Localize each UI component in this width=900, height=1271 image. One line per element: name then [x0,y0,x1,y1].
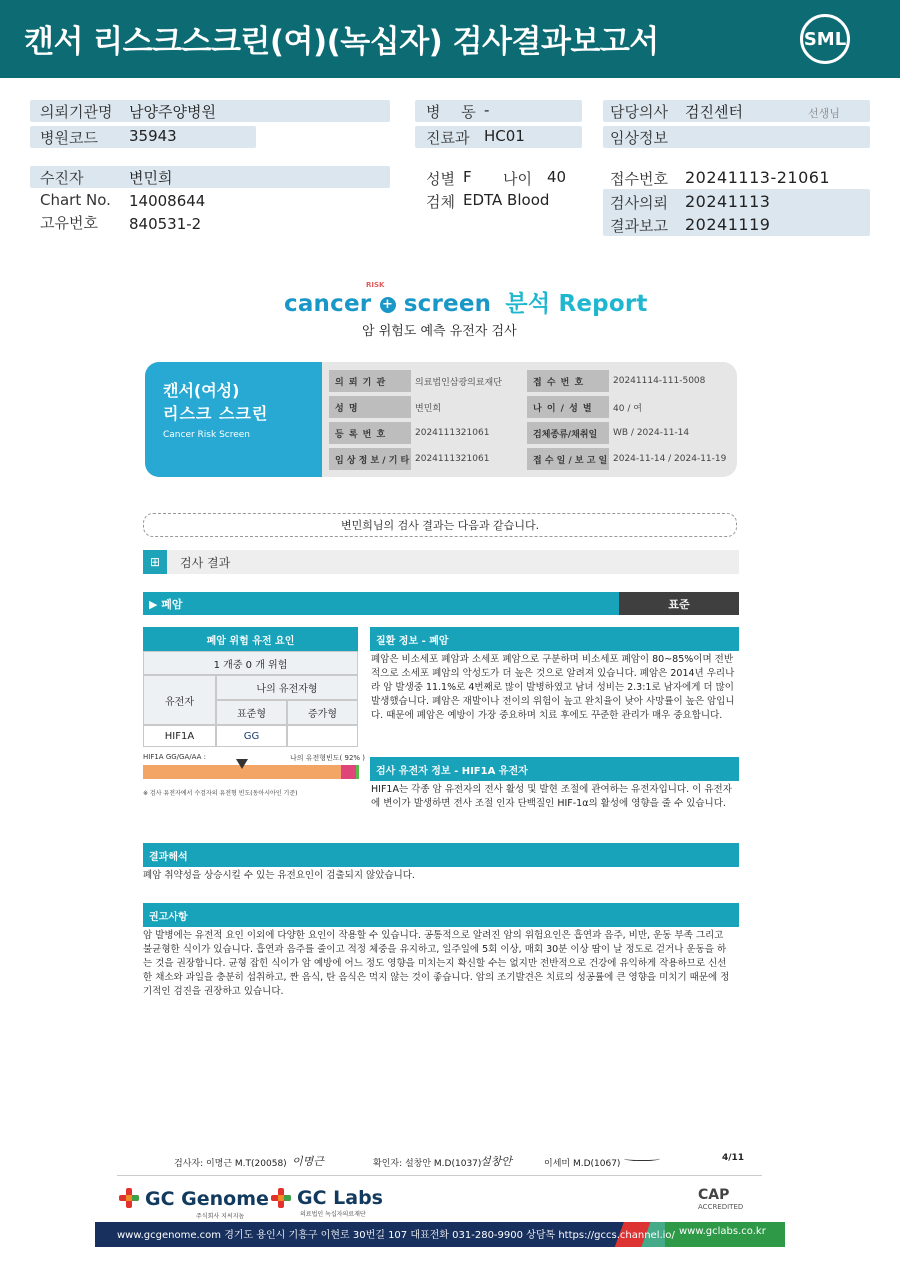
card-value: 의료법인삼광의료재단 [415,377,502,388]
card-value: 2024111321061 [415,428,490,438]
doctor-suffix: 선생님 [808,107,840,120]
logo-report: 분석 Report [505,291,648,317]
signature-divider [117,1175,762,1176]
card-key: 검체종류/채취일 [527,422,609,444]
recommendation-title: 권고사항 [143,903,739,927]
gene-table-summary: 1 개중 0 개 위험 [143,651,358,675]
gene-table-title: 폐암 위험 유전 요인 [143,627,358,651]
interpretation-title: 결과해석 [143,843,739,867]
logo-screen: screen [403,291,492,317]
gene-header: 유전자 [143,675,216,725]
page-number: 4/11 [722,1153,745,1163]
result-notice: 변민희님의 검사 결과는 다음과 같습니다. [143,513,737,537]
gc-genome-logo: GC Genome [145,1188,269,1210]
card-title-3: Cancer Risk Screen [163,430,251,440]
page-title: 캔서 리스크스크린(여)(녹십자) 검사결과보고서 [24,24,659,60]
card-value: 2024-11-14 / 2024-11-19 [613,454,727,464]
specimen-value: EDTA Blood [463,191,550,209]
chart-label: Chart No. [40,191,111,209]
report-subtitle: 암 위험도 예측 유전자 검사 [362,324,517,339]
sex-label: 성별 [426,170,455,188]
lung-cancer-bar: ▶ 폐암 [143,592,619,615]
gc-genome-sub: 주식회사 지씨지놈 [196,1213,245,1220]
tester-signature: 검사자: 이명근 M.T(20058) [174,1159,287,1169]
gc-labs-sub: 의료법인 녹십자의료재단 [300,1211,366,1218]
second-signature-mark [624,1155,660,1161]
risk-bar-note: ※ 검사 유전자에서 수검자의 유전형 빈도(동아시아인 기준) [143,790,298,797]
receipt-label: 접수번호 [610,170,668,188]
confirmer-signature: 확인자: 설창안 M.D(1037) [373,1159,482,1169]
inc-value [287,725,358,747]
risk-bar [143,765,359,779]
age-label: 나이 [503,170,532,188]
second-confirmer: 이세미 M.D(1067) [544,1159,621,1169]
footer-url: www.gclabs.co.kr [679,1226,766,1237]
ward-value: - [484,101,490,119]
card-value: 40 / 여 [613,403,642,414]
patient-value: 변민희 [129,169,173,187]
logo-risk: RISK [366,281,385,289]
code-value: 35943 [129,127,177,145]
tester-signature-script: 이명근 [292,1155,324,1168]
lung-status-badge: 표준 [619,592,739,615]
card-key: 등 록 번 호 [329,422,411,444]
info-bar-patient [30,166,390,188]
institution-label: 의뢰기관명 [40,103,113,121]
card-key: 접 수 일 / 보 고 일 [527,448,609,470]
card-value: 변민희 [415,403,442,414]
inc-header: 증가형 [287,700,358,725]
risk-marker-icon [236,759,248,769]
dept-value: HC01 [484,127,525,145]
clinical-label: 임상정보 [610,129,668,147]
risk-bar-high-segment [341,765,356,779]
gc-labs-logo: GC Labs [297,1187,383,1209]
card-title-1: 캔서(여성) [163,381,240,400]
specimen-label: 검체 [426,193,455,211]
risk-bar-left-label: HIF1A GG/GA/AA : [143,753,206,761]
card-key: 임 상 정 보 / 기 타 [329,448,411,470]
ward-label: 병 동 [426,103,484,121]
id-value: 840531-2 [129,215,202,233]
my-type-header: 나의 유전자형 [216,675,358,700]
gene-info-title: 검사 유전자 정보 - HIF1A 유전자 [370,757,739,781]
dept-label: 진료과 [426,129,470,147]
code-label: 병원코드 [40,129,98,147]
report-value: 20241119 [685,215,771,234]
age-value: 40 [547,168,567,186]
request-value: 20241113 [685,192,771,211]
card-key: 성 명 [329,396,411,418]
cancer-screen-logo [284,285,648,318]
risk-bar-right-label: 나의 유전형빈도( 92% ) [290,754,366,762]
gc-cross-icon [118,1187,140,1209]
gene-name: HIF1A [143,725,216,747]
recommendation-text: 암 발병에는 유전적 요인 이외에 다양한 요인이 작용할 수 있습니다. 공통적으로 알려진 암의 위험요인은 흡연과 음주, 비만, 운동 부족 그리고 불균형한 식이가 있습니다. 흡연과 음주를 줄이고 적정 체중을 유지하고, 일주일에 5회 이상, 매회 30분 이상 땀이 날 정도로 걷거나 운동을 하는 것을 권장합니다. 균형 잡힌 식이가 암 예방에 어느 정도 영향을 미치는지 확신할 수는 없지만 전반적으로 건강에 유익하게 작용하므로 신선한 채소와 과일을 충분히 섭취하고, 짠 음식, 탄 음식은 먹지 않는 것이 좋습니다. 암의 조기발견은 치료의 성공률에 큰 영향을 미치기 때문에 정기적인 검진을 권장하고 있습니다. [143,930,730,997]
plus-box-icon: ⊞ [143,550,167,574]
card-key: 의 뢰 기 관 [329,370,411,392]
card-value: WB / 2024-11-14 [613,428,690,438]
result-section-label: 검사 결과 [180,556,231,570]
card-key: 나 이 / 성 별 [527,396,609,418]
cap-sub: ACCREDITED [698,1203,744,1211]
request-label: 검사의뢰 [610,194,668,212]
chart-value: 14008644 [129,192,206,210]
institution-value: 남양주양병원 [129,103,216,121]
card-key: 접 수 번 호 [527,370,609,392]
disease-info-title: 질환 정보 - 폐암 [370,627,739,651]
std-header: 표준형 [216,700,287,725]
report-label: 결과보고 [610,217,668,235]
card-value: 2024111321061 [415,454,490,464]
footer-address: www.gcgenome.com 경기도 용인시 기흥구 이현로 30번길 107 대표전화 031-280-9900 상담톡 https://gccs.channel.io/ [117,1230,675,1241]
gene-info-text: HIF1A는 각종 암 유전자의 전사 활성 및 발현 조절에 관여하는 유전자입니다. 이 유전자에 변이가 발생하면 전사 조절 인자 단백질인 HIF-1α의 활성에 영향을 줄 수 있습니다. [371,784,732,809]
result-section-bar [143,550,739,574]
confirmer-signature-script: 설창안 [480,1155,512,1168]
interpretation-text: 폐암 취약성을 상승시킬 수 있는 유전요인이 검출되지 않았습니다. [143,870,415,881]
id-label: 고유번호 [40,214,98,232]
receipt-value: 20241113-21061 [685,168,831,187]
sex-value: F [463,168,472,186]
disease-info-text: 폐암은 비소세포 폐암과 소세포 폐암으로 구분하며 비소세포 폐암이 80~85%이며 전반적으로 소세포 폐암의 악성도가 더 높은 것으로 알려져 있습니다. 폐암은 2014년 우리나라 암 발생중 11.1%로 4번째로 많이 발병하였고 남녀 성비는 2.3:1로 남자에게 더 많이 발생했습니다. 폐암은 재발이나 전이의 위험이 높고 완치율이 낮아 사망률이 높은 암입니다. 때문에 폐암은 예방이 가장 중요하며 치료 후에도 꾸준한 관리가 매우 중요합니다. [371,654,735,721]
std-value: GG [216,725,287,747]
doctor-value: 검진센터 [685,103,743,121]
card-title-2: 리스크 스크린 [163,404,269,423]
patient-label: 수진자 [40,169,84,187]
logo-cancer: cancer [284,291,372,317]
card-value: 20241114-111-5008 [613,376,706,386]
doctor-label: 담당의사 [610,103,668,121]
sml-logo: SML [800,14,850,64]
gc-cross-icon [270,1187,292,1209]
logo-plus-icon: + [380,297,396,313]
cap-logo: CAP [698,1187,730,1203]
risk-bar-end-segment [356,765,359,779]
